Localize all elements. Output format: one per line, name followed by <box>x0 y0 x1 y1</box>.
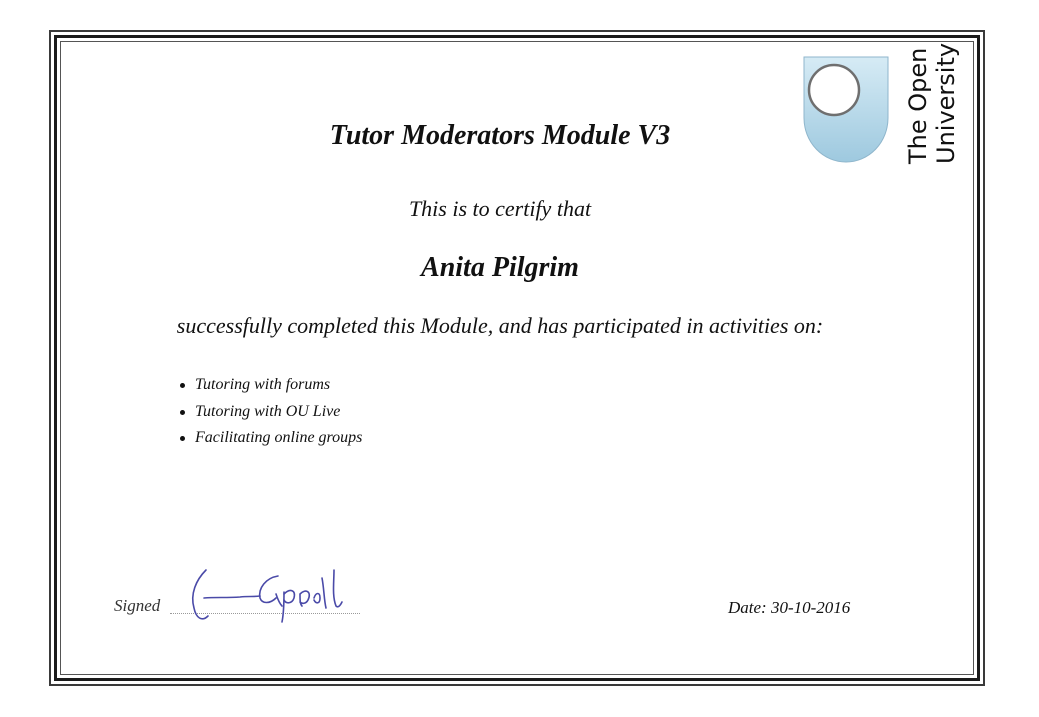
completion-statement: successfully completed this Module, and has participated in activities on: <box>176 313 824 338</box>
activity-label: Facilitating online groups <box>195 429 363 446</box>
open-university-shield-icon <box>803 56 889 164</box>
activity-item <box>178 425 362 452</box>
recipient-name: Anita Pilgrim <box>421 252 579 283</box>
activity-label: Tutoring with OU Live <box>195 402 341 420</box>
certificate-title: Tutor Moderators Module V3 <box>329 120 671 151</box>
activity-item <box>178 399 362 426</box>
signed-label: Signed <box>114 596 161 615</box>
certificate-date: Date: 30-10-2016 <box>728 598 851 617</box>
logo-text-line-1: The Open <box>904 47 932 164</box>
bullet-icon <box>180 436 185 441</box>
open-university-logo <box>800 42 960 166</box>
logo-text-line-2: University <box>932 42 960 164</box>
certify-line: This is to certify that <box>408 196 592 221</box>
activities-list <box>178 372 362 452</box>
activity-item <box>178 372 362 399</box>
bullet-icon <box>180 410 185 415</box>
bullet-icon <box>180 383 185 388</box>
activity-label: Tutoring with forums <box>195 376 331 393</box>
handwritten-signature <box>182 564 362 626</box>
